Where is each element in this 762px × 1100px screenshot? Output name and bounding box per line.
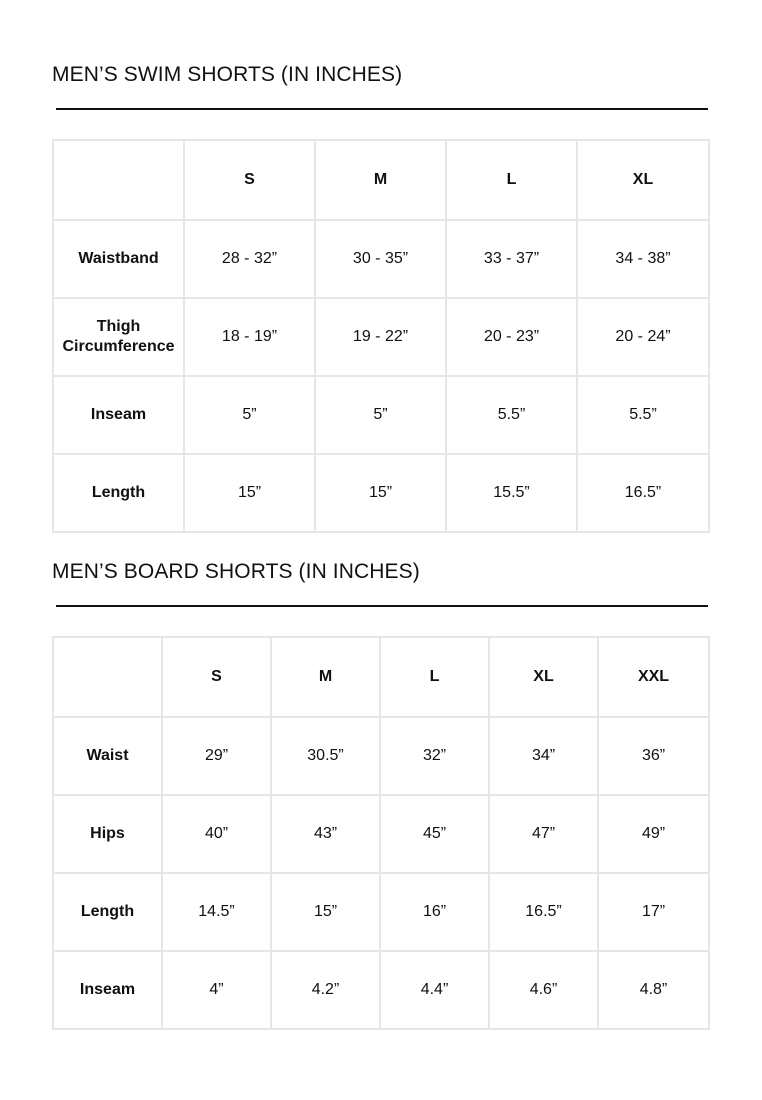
table-row [53,795,709,873]
table-cell: 34 - 38” [577,220,709,298]
table-cell: 14.5” [162,873,271,951]
table-cell: 4.8” [598,951,709,1029]
table-cell: 36” [598,717,709,795]
swim-shorts-divider [56,108,708,110]
board-shorts-title: MEN’S BOARD SHORTS (IN INCHES) [52,560,420,583]
row-label-waistband: Waistband [53,220,184,298]
size-header-s: S [162,637,271,717]
row-label-inseam: Inseam [53,951,162,1029]
table-cell: 15” [271,873,380,951]
table-header-row [53,140,709,220]
table-cell: 47” [489,795,598,873]
table-cell: 15.5” [446,454,577,532]
table-cell: 20 - 23” [446,298,577,376]
swim-shorts-size-table [52,139,710,533]
row-label-hips: Hips [53,795,162,873]
table-row [53,220,709,298]
table-cell: 15” [184,454,315,532]
table-cell: 30.5” [271,717,380,795]
table-cell: 4.2” [271,951,380,1029]
table-row [53,951,709,1029]
table-cell: 32” [380,717,489,795]
table-cell: 4” [162,951,271,1029]
table-cell: 28 - 32” [184,220,315,298]
size-header-l: L [380,637,489,717]
size-header-xl: XL [577,140,709,220]
table-cell: 45” [380,795,489,873]
header-corner-cell [53,637,162,717]
table-row [53,873,709,951]
size-header-m: M [271,637,380,717]
table-cell: 16.5” [489,873,598,951]
size-header-l: L [446,140,577,220]
table-cell: 29” [162,717,271,795]
table-cell: 43” [271,795,380,873]
table-row [53,376,709,454]
table-cell: 16” [380,873,489,951]
size-header-m: M [315,140,446,220]
header-corner-cell [53,140,184,220]
table-cell: 20 - 24” [577,298,709,376]
table-cell: 40” [162,795,271,873]
size-header-xl: XL [489,637,598,717]
table-cell: 5.5” [446,376,577,454]
table-cell: 15” [315,454,446,532]
table-row [53,298,709,376]
table-cell: 18 - 19” [184,298,315,376]
table-row [53,454,709,532]
table-cell: 17” [598,873,709,951]
table-cell: 33 - 37” [446,220,577,298]
table-cell: 19 - 22” [315,298,446,376]
table-row [53,717,709,795]
row-label-length: Length [53,454,184,532]
table-cell: 5” [184,376,315,454]
board-shorts-divider [56,605,708,607]
row-label-inseam: Inseam [53,376,184,454]
table-cell: 30 - 35” [315,220,446,298]
row-label-length: Length [53,873,162,951]
size-header-s: S [184,140,315,220]
table-header-row [53,637,709,717]
size-header-xxl: XXL [598,637,709,717]
table-cell: 4.4” [380,951,489,1029]
table-cell: 34” [489,717,598,795]
table-cell: 5.5” [577,376,709,454]
table-cell: 4.6” [489,951,598,1029]
swim-shorts-title: MEN’S SWIM SHORTS (IN INCHES) [52,63,403,86]
row-label-thigh-circumference: Thigh Circumference [53,298,184,376]
table-cell: 5” [315,376,446,454]
row-label-waist: Waist [53,717,162,795]
table-cell: 16.5” [577,454,709,532]
table-cell: 49” [598,795,709,873]
board-shorts-size-table [52,636,710,1030]
